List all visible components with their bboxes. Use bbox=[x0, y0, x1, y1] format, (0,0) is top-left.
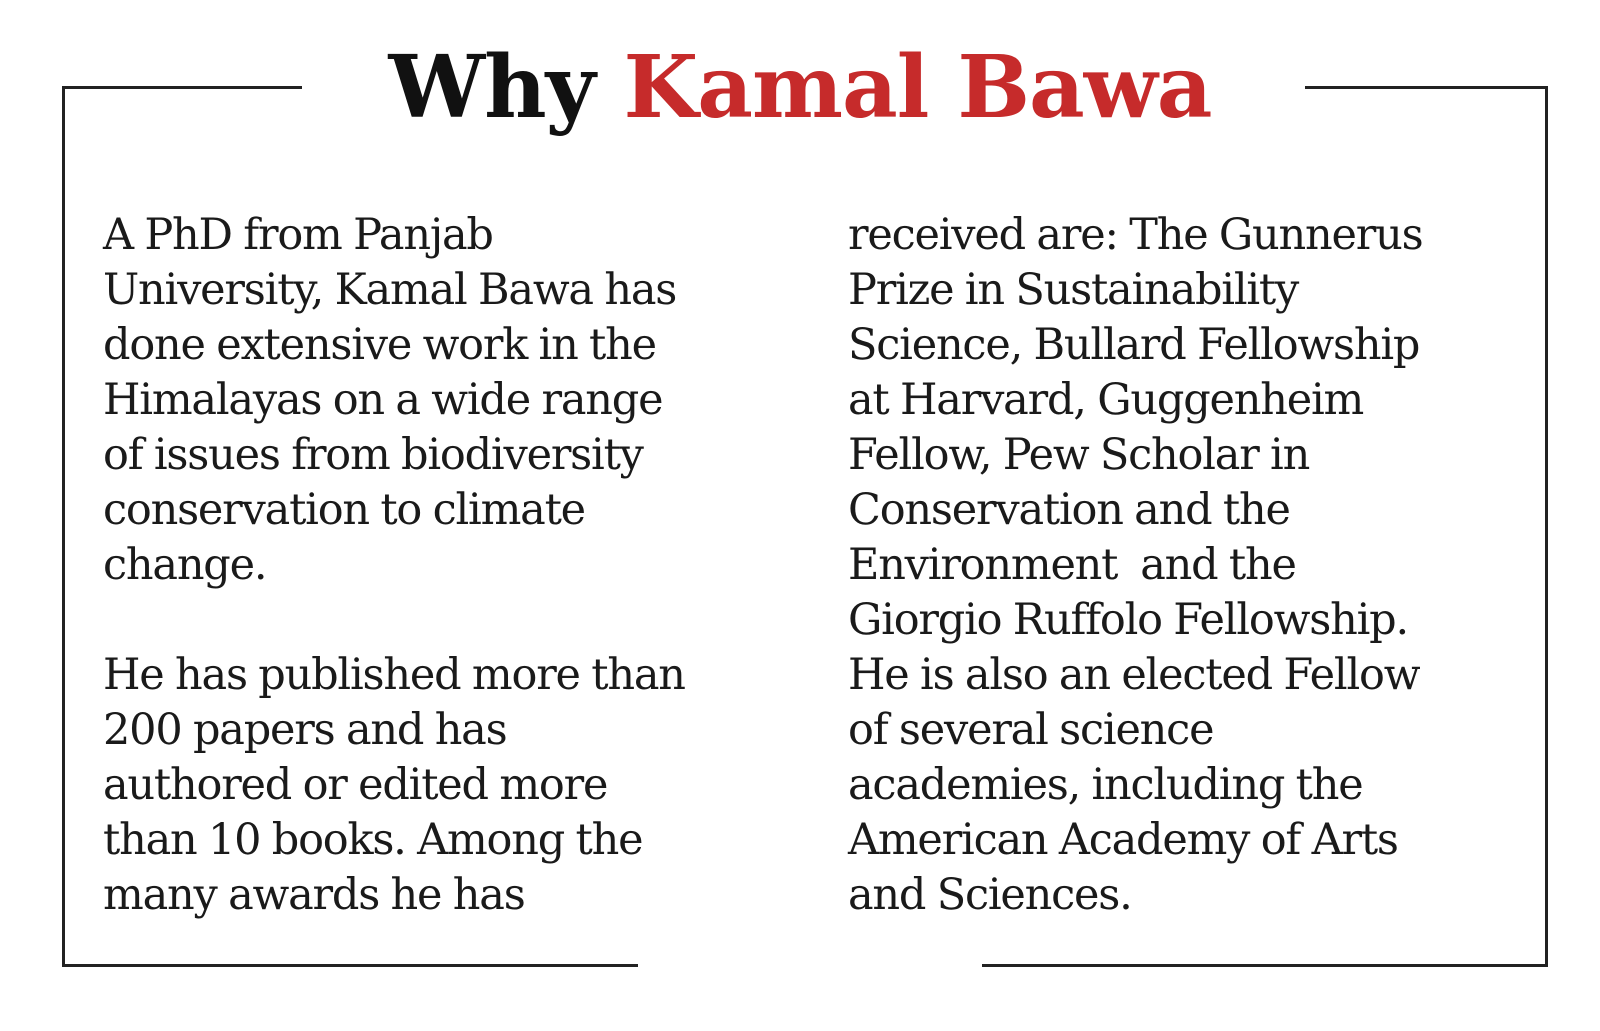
text-line: academies, including the bbox=[848, 760, 1363, 810]
text-line: He is also an elected Fellow bbox=[848, 650, 1420, 700]
text-line: of issues from biodiversity bbox=[103, 430, 643, 480]
paragraph-education bbox=[103, 208, 783, 593]
page-title bbox=[0, 28, 1600, 148]
paragraph-awards bbox=[848, 208, 1548, 923]
text-line: He has published more than bbox=[103, 650, 685, 700]
text-line: done extensive work in the bbox=[103, 320, 656, 370]
text-line: A PhD from Panjab bbox=[103, 210, 493, 260]
text-line: of several science bbox=[848, 705, 1214, 755]
text-line: at Harvard, Guggenheim bbox=[848, 375, 1364, 425]
text-line: received are: The Gunnerus bbox=[848, 210, 1423, 260]
title-prefix: Why bbox=[388, 37, 595, 138]
frame-bottom-left-line bbox=[62, 964, 638, 967]
text-line: American Academy of Arts bbox=[848, 815, 1398, 865]
right-column bbox=[848, 208, 1548, 923]
text-line: University, Kamal Bawa has bbox=[103, 265, 677, 315]
paragraph-publications bbox=[103, 648, 783, 923]
frame-bottom-right-line bbox=[982, 964, 1548, 967]
left-column bbox=[103, 208, 783, 923]
text-line: and Sciences. bbox=[848, 870, 1132, 920]
title-name: Kamal Bawa bbox=[623, 37, 1212, 138]
text-line: conservation to climate bbox=[103, 485, 585, 535]
text-line: Fellow, Pew Scholar in bbox=[848, 430, 1310, 480]
text-line: Giorgio Ruffolo Fellowship. bbox=[848, 595, 1408, 645]
text-line: Environment and the bbox=[848, 540, 1296, 590]
text-line: many awards he has bbox=[103, 870, 525, 920]
frame-left-line bbox=[62, 86, 65, 967]
text-line: authored or edited more bbox=[103, 760, 608, 810]
paragraph-gap bbox=[103, 593, 783, 648]
text-line: Himalayas on a wide range bbox=[103, 375, 663, 425]
text-line: Science, Bullard Fellowship bbox=[848, 320, 1420, 370]
text-line: change. bbox=[103, 540, 267, 590]
text-line: 200 papers and has bbox=[103, 705, 507, 755]
text-line: than 10 books. Among the bbox=[103, 815, 643, 865]
text-line: Conservation and the bbox=[848, 485, 1290, 535]
text-line: Prize in Sustainability bbox=[848, 265, 1299, 315]
